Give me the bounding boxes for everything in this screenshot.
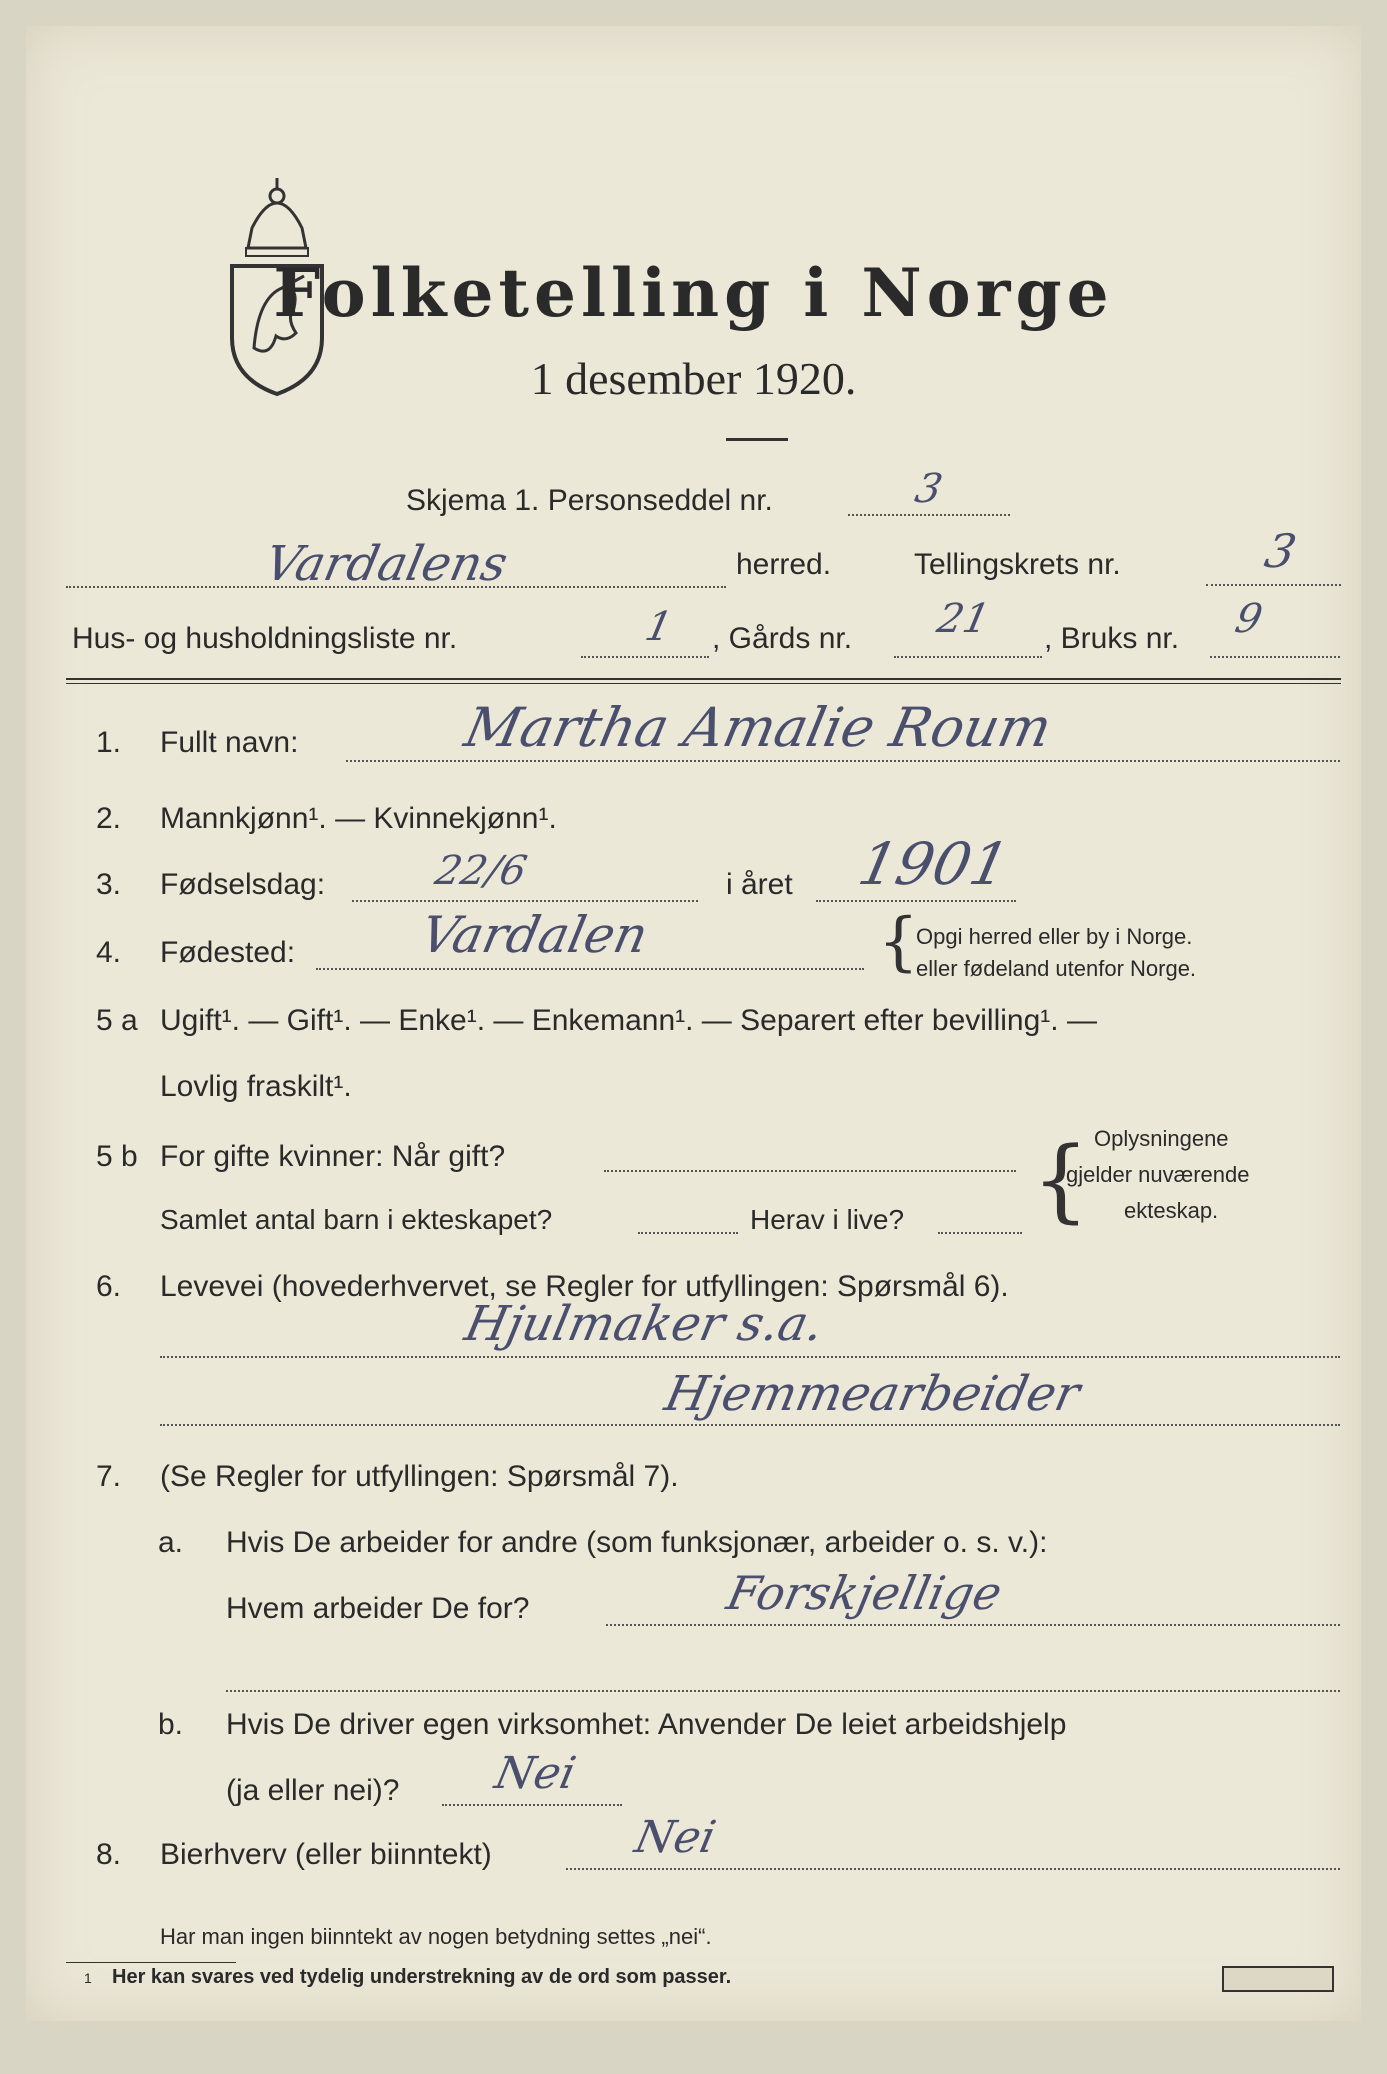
q6-label: Levevei (hovederhvervet, se Regler for utfyllingen: Spørsmål 6). — [160, 1270, 1009, 1303]
herred-value: Vardalens — [260, 536, 513, 592]
q5b-note-3: ekteskap. — [1124, 1198, 1219, 1223]
q4-dots — [316, 968, 864, 970]
footnote-divider — [66, 1962, 236, 1963]
q5b-dots-1 — [604, 1170, 1016, 1172]
q6-number: 6. — [96, 1270, 122, 1303]
q4-value: Vardalen — [415, 906, 654, 964]
q4-brace: { — [878, 905, 919, 979]
q3-year-label: i året — [726, 868, 793, 901]
q6-dots-2 — [160, 1424, 1340, 1426]
q4-label: Fødested: — [160, 936, 296, 969]
q8-value: Nei — [630, 1812, 721, 1863]
q5b-dots-3 — [938, 1232, 1022, 1234]
q7a-dots-2 — [226, 1690, 1340, 1692]
bruks-value: 9 — [1231, 596, 1267, 642]
q2-label: Mannkjønn¹. — Kvinnekjønn¹. — [160, 802, 557, 835]
census-form — [26, 26, 1361, 2021]
q2-number: 2. — [96, 802, 122, 835]
q7b-line-2: (ja eller nei)? — [226, 1774, 400, 1807]
q1-value: Martha Amalie Roum — [459, 696, 1058, 759]
q7-number: 7. — [96, 1460, 122, 1493]
q4-note-1: Opgi herred eller by i Norge. — [916, 924, 1193, 949]
q7-label: (Se Regler for utfyllingen: Spørsmål 7). — [160, 1460, 679, 1493]
q6-value-2: Hjemmearbeider — [660, 1366, 1085, 1422]
gards-value: 21 — [933, 596, 994, 642]
q5a-line-1: Ugift¹. — Gift¹. — Enke¹. — Enkemann¹. — Separert efter bevilling¹. — — [160, 1004, 1097, 1037]
q7b-line-1: Hvis De driver egen virksomhet: Anvender De leiet arbeidshjelp — [226, 1708, 1067, 1741]
q3-value: 22/6 — [431, 848, 531, 894]
footnote-text: Her kan svares ved tydelig understrekning av de ord som passer. — [112, 1966, 732, 1988]
q7b-dots — [442, 1804, 622, 1806]
q7b-value: Nei — [490, 1748, 581, 1799]
q5b-label-3: Herav i live? — [750, 1204, 905, 1235]
q3-year-dots — [816, 900, 1016, 902]
q5b-note-1: Oplysningene — [1094, 1126, 1229, 1151]
nei-note: Har man ingen biinntekt av nogen betydning settes „nei“. — [160, 1924, 712, 1949]
q7b-letter: b. — [158, 1708, 184, 1741]
q7a-value: Forskjellige — [722, 1566, 1007, 1620]
q5a-number: 5 a — [96, 1004, 138, 1037]
q8-number: 8. — [96, 1838, 122, 1871]
q7a-dots — [606, 1624, 1340, 1626]
q5b-number: 5 b — [96, 1140, 138, 1173]
q4-note-2: eller fødeland utenfor Norge. — [916, 956, 1197, 981]
q6-dots-1 — [160, 1356, 1340, 1358]
gards-dots — [894, 656, 1042, 658]
q5b-label-1: For gifte kvinner: Når gift? — [160, 1140, 506, 1173]
q7a-line-2: Hvem arbeider De for? — [226, 1592, 530, 1625]
q1-dots — [346, 760, 1340, 762]
schema-value: 3 — [911, 466, 947, 512]
q3-label: Fødselsdag: — [160, 868, 326, 901]
hus-label: Hus- og husholdningsliste nr. — [72, 622, 458, 655]
q3-number: 3. — [96, 868, 122, 901]
krets-dots — [1206, 584, 1341, 586]
header-divider — [66, 678, 1341, 684]
gards-label: , Gårds nr. — [712, 622, 853, 655]
form-date: 1 desember 1920. — [530, 353, 857, 404]
q1-label: Fullt navn: — [160, 726, 299, 759]
hus-dots — [581, 656, 709, 658]
printer-stamp — [1222, 1966, 1334, 1992]
title-divider — [726, 438, 788, 441]
q8-label: Bierhverv (eller biinntekt) — [160, 1838, 492, 1871]
q5a-line-2: Lovlig fraskilt¹. — [160, 1070, 352, 1103]
bruks-label: , Bruks nr. — [1044, 622, 1180, 655]
q5b-note-2: gjelder nuværende — [1066, 1162, 1250, 1187]
q5b-dots-2 — [638, 1232, 738, 1234]
q8-dots — [566, 1868, 1340, 1870]
footnote-mark: 1 — [84, 1970, 92, 1986]
hus-value: 1 — [641, 604, 677, 650]
schema-dots — [848, 514, 1010, 516]
q6-value-1: Hjulmaker s.a. — [460, 1296, 829, 1352]
q3-dots — [352, 900, 698, 902]
q5b-brace: { — [1032, 1128, 1090, 1233]
q3-year-value: 1901 — [852, 830, 1015, 898]
q5b-label-2: Samlet antal barn i ekteskapet? — [160, 1204, 553, 1235]
q7a-line-1: Hvis De arbeider for andre (som funksjonær, arbeider o. s. v.): — [226, 1526, 1048, 1559]
schema-label: Skjema 1. Personseddel nr. — [406, 484, 773, 517]
q4-number: 4. — [96, 936, 122, 969]
q1-number: 1. — [96, 726, 122, 759]
krets-label: Tellingskrets nr. — [914, 548, 1121, 581]
bruks-dots — [1210, 656, 1340, 658]
q7a-letter: a. — [158, 1526, 184, 1559]
form-title: Folketelling i Norge — [273, 254, 1114, 332]
krets-value: 3 — [1260, 524, 1302, 578]
herred-label: herred. — [736, 548, 832, 581]
